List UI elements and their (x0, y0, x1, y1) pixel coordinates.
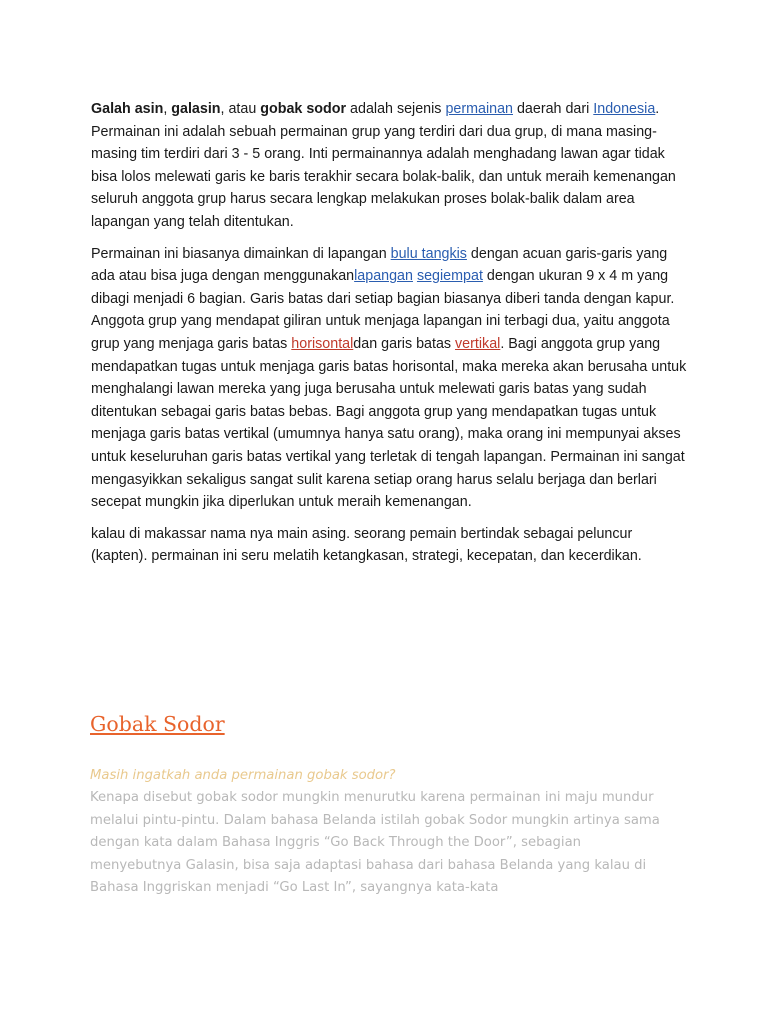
paragraph-makassar: kalau di makassar nama nya main asing. seorang pemain bertindak sebagai peluncur (kapten). permainan ini seru melatih ketangkasan, strategi, kecepatan, dan kecerdikan. (91, 525, 642, 565)
link-horisontal[interactable]: horisontal (291, 335, 354, 352)
text: dengan ukuran 9 x 4 m yang dibagi menjadi 6 bagian. Garis batas dari setiap bagian biasanya diberi tanda dengan kapur. Anggota grup yang mendapat giliran untuk menjaga lapangan ini terbagi dua, yaitu anggota grup yang menjaga garis batas (91, 268, 675, 352)
term-galasin: galasin (171, 101, 221, 117)
text: daerah dari (513, 101, 594, 117)
text: adalah sejenis (346, 101, 446, 117)
link-lapangan[interactable]: lapangan (354, 268, 413, 285)
text: dan garis batas (353, 335, 456, 352)
article-body (91, 98, 691, 577)
section-heading[interactable]: Gobak Sodor (90, 712, 225, 736)
text: , (163, 101, 172, 117)
link-bulu-tangkis[interactable]: bulu tangkis (390, 245, 467, 262)
text: Permainan ini biasanya dimainkan di lapangan (91, 245, 391, 262)
link-segiempat[interactable]: segiempat (416, 268, 483, 285)
term-gobak-sodor: gobak sodor (260, 101, 347, 117)
paragraph-intro (91, 98, 691, 234)
paragraph-rules (91, 243, 691, 514)
gobak-sodor-section (90, 765, 670, 900)
text: , atau (220, 101, 261, 117)
section-body: Kenapa disebut gobak sodor mungkin menurutku karena permainan ini maju mundur melalui pintu-pintu. Dalam bahasa Belanda istilah gobak Sodor mungkin artinya sama dengan kata dalam Bahasa Inggris “Go Back Through the Door”, sebagian menyebutnya Galasin, bisa saja adaptasi bahasa dari bahasa Belanda yang kalau di Bahasa Inggriskan menjadi “Go Last In”, sayangnya kata-kata (90, 790, 660, 896)
text: . Permainan ini adalah sebuah permainan grup yang terdiri dari dua grup, di mana masing-masing tim terdiri dari 3 - 5 orang. Inti permainannya adalah menghadang lawan agar tidak bisa lolos melewati garis ke baris terakhir secara bolak-balik, dan untuk meraih kemenangan seluruh anggota grup harus secara lengkap melakukan proses bolak-balik dalam area lapangan yang telah ditentukan. (91, 101, 676, 230)
link-permainan[interactable]: permainan (445, 101, 513, 117)
text: dengan acuan garis-garis yang ada atau bisa juga dengan menggunakan (91, 245, 668, 285)
term-galah-asin: Galah asin (91, 101, 164, 117)
link-indonesia[interactable]: Indonesia (593, 101, 656, 117)
link-vertikal[interactable]: vertikal (455, 335, 501, 352)
section-subtitle: Masih ingatkah anda permainan gobak sodor? (90, 768, 396, 783)
text: . Bagi anggota grup yang mendapatkan tugas untuk menjaga garis batas horisontal, maka mereka akan berusaha untuk menghalangi lawan mereka yang juga berusaha untuk melewati garis batas yang sudah ditentukan sebagai garis batas bebas. Bagi anggota grup yang mendapatkan tugas untuk menjaga garis batas vertikal (umumnya hanya satu orang), maka orang ini mempunyai akses untuk keseluruhan garis batas vertikal yang terletak di tengah lapangan. Permainan ini sangat mengasyikkan sekaligus sangat sulit karena setiap orang harus selalu berjaga dan berlari secepat mungkin jika diperlukan untuk meraih kemenangan. (91, 335, 687, 511)
